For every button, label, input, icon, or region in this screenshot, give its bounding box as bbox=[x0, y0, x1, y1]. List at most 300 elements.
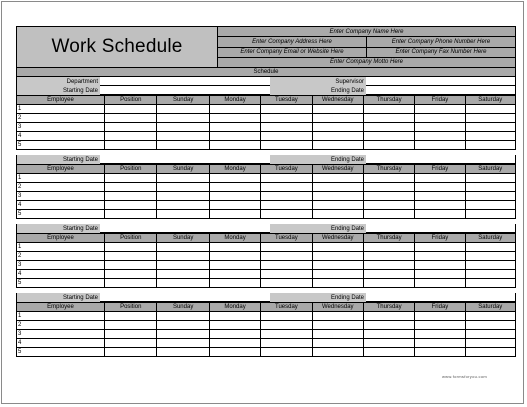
page-title: Work Schedule bbox=[17, 27, 218, 67]
row-number: 5 bbox=[18, 141, 22, 148]
schedule-cell[interactable] bbox=[157, 174, 209, 183]
row-number: 5 bbox=[18, 210, 22, 217]
schedule-cell[interactable] bbox=[261, 105, 312, 114]
week-blocks bbox=[16, 86, 516, 357]
schedule-cell[interactable] bbox=[465, 348, 515, 357]
schedule-cell[interactable] bbox=[105, 174, 157, 183]
week-block bbox=[16, 86, 516, 150]
schedule-cell[interactable] bbox=[261, 201, 312, 210]
employee-cell[interactable] bbox=[17, 312, 105, 321]
schedule-cell[interactable] bbox=[261, 132, 312, 141]
employee-cell[interactable] bbox=[17, 123, 105, 132]
table-row bbox=[17, 270, 516, 279]
schedule-cell[interactable] bbox=[465, 252, 515, 261]
column-header: Sunday bbox=[157, 234, 209, 243]
schedule-cell[interactable] bbox=[157, 270, 209, 279]
employee-cell[interactable] bbox=[17, 105, 105, 114]
schedule-cell[interactable] bbox=[157, 330, 209, 339]
schedule-cell[interactable] bbox=[209, 141, 260, 150]
row-number: 4 bbox=[18, 270, 22, 277]
schedule-cell[interactable] bbox=[312, 252, 363, 261]
company-email-row bbox=[218, 48, 515, 58]
schedule-cell[interactable] bbox=[157, 105, 209, 114]
row-number: 3 bbox=[18, 330, 22, 337]
company-phone-field[interactable]: Enter Company Phone Number Here bbox=[366, 37, 515, 46]
column-header: Saturday bbox=[465, 96, 515, 105]
table-row bbox=[17, 312, 516, 321]
schedule-cell[interactable] bbox=[465, 270, 515, 279]
schedule-cell[interactable] bbox=[363, 330, 414, 339]
starting-date-label: Starting Date bbox=[16, 155, 100, 164]
ending-date-field[interactable] bbox=[366, 224, 516, 233]
schedule-cell[interactable] bbox=[209, 321, 260, 330]
row-number: 3 bbox=[18, 261, 22, 268]
schedule-cell[interactable] bbox=[105, 210, 157, 219]
employee-cell[interactable] bbox=[17, 321, 105, 330]
schedule-cell[interactable] bbox=[105, 243, 157, 252]
schedule-cell[interactable] bbox=[261, 141, 312, 150]
schedule-cell[interactable] bbox=[312, 192, 363, 201]
row-number: 5 bbox=[18, 348, 22, 355]
starting-date-label: Starting Date bbox=[16, 86, 100, 95]
row-number: 4 bbox=[18, 132, 22, 139]
schedule-cell[interactable] bbox=[261, 330, 312, 339]
schedule-cell[interactable] bbox=[465, 105, 515, 114]
schedule-cell[interactable] bbox=[105, 252, 157, 261]
schedule-cell[interactable] bbox=[363, 192, 414, 201]
column-header: Monday bbox=[209, 234, 260, 243]
schedule-cell[interactable] bbox=[105, 201, 157, 210]
schedule-cell[interactable] bbox=[415, 243, 465, 252]
schedule-cell[interactable] bbox=[465, 261, 515, 270]
schedule-cell[interactable] bbox=[363, 339, 414, 348]
row-number: 2 bbox=[18, 321, 22, 328]
column-header: Thursday bbox=[363, 234, 414, 243]
schedule-cell[interactable] bbox=[363, 243, 414, 252]
schedule-cell[interactable] bbox=[465, 192, 515, 201]
schedule-cell[interactable] bbox=[312, 330, 363, 339]
schedule-cell[interactable] bbox=[157, 279, 209, 288]
schedule-cell[interactable] bbox=[363, 105, 414, 114]
column-header: Position bbox=[105, 303, 157, 312]
employee-cell[interactable] bbox=[17, 270, 105, 279]
schedule-cell[interactable] bbox=[209, 261, 260, 270]
schedule-cell[interactable] bbox=[157, 348, 209, 357]
schedule-cell[interactable] bbox=[312, 279, 363, 288]
schedule-cell[interactable] bbox=[157, 141, 209, 150]
schedule-cell[interactable] bbox=[261, 192, 312, 201]
schedule-cell[interactable] bbox=[105, 279, 157, 288]
table-row bbox=[17, 321, 516, 330]
schedule-cell[interactable] bbox=[363, 141, 414, 150]
schedule-cell[interactable] bbox=[157, 261, 209, 270]
employee-cell[interactable] bbox=[17, 279, 105, 288]
schedule-cell[interactable] bbox=[465, 201, 515, 210]
ending-date-label: Ending Date bbox=[270, 86, 366, 95]
employee-cell[interactable] bbox=[17, 192, 105, 201]
schedule-cell[interactable] bbox=[415, 114, 465, 123]
schedule-cell[interactable] bbox=[312, 183, 363, 192]
schedule-cell[interactable] bbox=[363, 279, 414, 288]
table-row bbox=[17, 339, 516, 348]
schedule-cell[interactable] bbox=[363, 183, 414, 192]
schedule-cell[interactable] bbox=[209, 174, 260, 183]
schedule-cell[interactable] bbox=[312, 243, 363, 252]
schedule-cell[interactable] bbox=[209, 132, 260, 141]
schedule-cell[interactable] bbox=[363, 210, 414, 219]
department-row bbox=[16, 77, 516, 86]
schedule-cell[interactable] bbox=[363, 312, 414, 321]
column-header: Friday bbox=[415, 234, 465, 243]
schedule-cell[interactable] bbox=[415, 279, 465, 288]
schedule-bar: Schedule bbox=[16, 68, 516, 77]
schedule-cell[interactable] bbox=[105, 105, 157, 114]
column-header: Saturday bbox=[465, 234, 515, 243]
employee-cell[interactable] bbox=[17, 330, 105, 339]
employee-cell[interactable] bbox=[17, 339, 105, 348]
schedule-cell[interactable] bbox=[261, 114, 312, 123]
schedule-cell[interactable] bbox=[363, 348, 414, 357]
schedule-cell[interactable] bbox=[415, 201, 465, 210]
schedule-cell[interactable] bbox=[157, 243, 209, 252]
schedule-cell[interactable] bbox=[105, 270, 157, 279]
schedule-cell[interactable] bbox=[209, 192, 260, 201]
starting-date-field[interactable] bbox=[100, 224, 270, 233]
ending-date-field[interactable] bbox=[366, 155, 516, 164]
row-number: 2 bbox=[18, 114, 22, 121]
column-header: Employee bbox=[17, 234, 105, 243]
row-number: 1 bbox=[18, 312, 22, 319]
schedule-cell[interactable] bbox=[261, 312, 312, 321]
schedule-cell[interactable] bbox=[209, 201, 260, 210]
schedule-cell[interactable] bbox=[105, 339, 157, 348]
row-number: 1 bbox=[18, 105, 22, 112]
ending-date-label: Ending Date bbox=[270, 224, 366, 233]
row-number: 3 bbox=[18, 123, 22, 130]
starting-date-label: Starting Date bbox=[16, 293, 100, 302]
table-row bbox=[17, 330, 516, 339]
column-header: Wednesday bbox=[312, 165, 363, 174]
schedule-cell[interactable] bbox=[312, 312, 363, 321]
employee-cell[interactable] bbox=[17, 210, 105, 219]
schedule-cell[interactable] bbox=[105, 141, 157, 150]
ending-date-field[interactable] bbox=[366, 86, 516, 95]
date-row bbox=[16, 86, 516, 95]
schedule-cell[interactable] bbox=[312, 114, 363, 123]
schedule-cell[interactable] bbox=[209, 105, 260, 114]
schedule-cell[interactable] bbox=[465, 183, 515, 192]
schedule-cell[interactable] bbox=[209, 114, 260, 123]
schedule-cell[interactable] bbox=[465, 141, 515, 150]
table-header-row bbox=[17, 165, 516, 174]
schedule-cell[interactable] bbox=[465, 312, 515, 321]
table-row bbox=[17, 348, 516, 357]
table-row bbox=[17, 105, 516, 114]
column-header: Wednesday bbox=[312, 96, 363, 105]
schedule-cell[interactable] bbox=[157, 252, 209, 261]
table-row bbox=[17, 210, 516, 219]
schedule-cell[interactable] bbox=[415, 174, 465, 183]
schedule-cell[interactable] bbox=[415, 192, 465, 201]
ending-date-field[interactable] bbox=[366, 293, 516, 302]
employee-cell[interactable] bbox=[17, 183, 105, 192]
week-block bbox=[16, 155, 516, 219]
date-row bbox=[16, 155, 516, 164]
column-header: Sunday bbox=[157, 303, 209, 312]
employee-cell[interactable] bbox=[17, 348, 105, 357]
employee-cell[interactable] bbox=[17, 132, 105, 141]
column-header: Employee bbox=[17, 303, 105, 312]
employee-cell[interactable] bbox=[17, 141, 105, 150]
schedule-cell[interactable] bbox=[209, 330, 260, 339]
schedule-cell[interactable] bbox=[312, 141, 363, 150]
column-header: Employee bbox=[17, 165, 105, 174]
column-header: Friday bbox=[415, 303, 465, 312]
schedule-cell[interactable] bbox=[312, 348, 363, 357]
schedule-cell[interactable] bbox=[415, 321, 465, 330]
employee-cell[interactable] bbox=[17, 114, 105, 123]
schedule-cell[interactable] bbox=[105, 123, 157, 132]
schedule-cell[interactable] bbox=[157, 321, 209, 330]
schedule-cell[interactable] bbox=[415, 348, 465, 357]
schedule-cell[interactable] bbox=[105, 330, 157, 339]
company-email-field[interactable]: Enter Company Email or Website Here bbox=[240, 49, 344, 56]
column-header: Thursday bbox=[363, 96, 414, 105]
column-header: Monday bbox=[209, 165, 260, 174]
schedule-cell[interactable] bbox=[465, 339, 515, 348]
column-header: Thursday bbox=[363, 303, 414, 312]
schedule-cell[interactable] bbox=[415, 123, 465, 132]
schedule-cell[interactable] bbox=[261, 183, 312, 192]
schedule-cell[interactable] bbox=[415, 330, 465, 339]
company-address-field[interactable]: Enter Company Address Here bbox=[252, 38, 332, 45]
schedule-cell[interactable] bbox=[415, 141, 465, 150]
column-header: Sunday bbox=[157, 165, 209, 174]
row-number: 1 bbox=[18, 174, 22, 181]
schedule-cell[interactable] bbox=[312, 132, 363, 141]
department-field[interactable] bbox=[100, 77, 270, 86]
schedule-cell[interactable] bbox=[415, 105, 465, 114]
schedule-cell[interactable] bbox=[363, 123, 414, 132]
schedule-cell[interactable] bbox=[415, 261, 465, 270]
column-header: Position bbox=[105, 234, 157, 243]
schedule-cell[interactable] bbox=[415, 312, 465, 321]
column-header: Tuesday bbox=[261, 303, 312, 312]
column-header: Position bbox=[105, 96, 157, 105]
company-name-field[interactable]: Enter Company Name Here bbox=[329, 28, 404, 35]
schedule-cell[interactable] bbox=[261, 348, 312, 357]
column-header: Saturday bbox=[465, 165, 515, 174]
schedule-cell[interactable] bbox=[157, 123, 209, 132]
table-row bbox=[17, 123, 516, 132]
column-header: Wednesday bbox=[312, 303, 363, 312]
starting-date-field[interactable] bbox=[100, 293, 270, 302]
schedule-cell[interactable] bbox=[157, 132, 209, 141]
schedule-cell[interactable] bbox=[209, 270, 260, 279]
schedule-cell[interactable] bbox=[465, 279, 515, 288]
schedule-cell[interactable] bbox=[312, 174, 363, 183]
schedule-cell[interactable] bbox=[415, 210, 465, 219]
starting-date-field[interactable] bbox=[100, 155, 270, 164]
column-header: Saturday bbox=[465, 303, 515, 312]
schedule-cell[interactable] bbox=[157, 210, 209, 219]
footer-url: www.formsforyou.com bbox=[441, 374, 487, 379]
table-row bbox=[17, 141, 516, 150]
schedule-cell[interactable] bbox=[157, 201, 209, 210]
employee-cell[interactable] bbox=[17, 261, 105, 270]
company-info bbox=[218, 27, 515, 67]
column-header: Tuesday bbox=[261, 165, 312, 174]
schedule-cell[interactable] bbox=[465, 123, 515, 132]
week-block bbox=[16, 224, 516, 288]
row-number: 5 bbox=[18, 279, 22, 286]
table-header-row bbox=[17, 96, 516, 105]
schedule-cell[interactable] bbox=[261, 261, 312, 270]
row-number: 1 bbox=[18, 243, 22, 250]
date-row bbox=[16, 293, 516, 302]
table-header-row bbox=[17, 303, 516, 312]
schedule-cell[interactable] bbox=[261, 123, 312, 132]
supervisor-field[interactable] bbox=[366, 77, 516, 86]
schedule-cell[interactable] bbox=[261, 174, 312, 183]
schedule-cell[interactable] bbox=[312, 123, 363, 132]
ending-date-label: Ending Date bbox=[270, 293, 366, 302]
schedule-cell[interactable] bbox=[415, 270, 465, 279]
schedule-cell[interactable] bbox=[363, 252, 414, 261]
schedule-cell[interactable] bbox=[105, 192, 157, 201]
schedule-table bbox=[16, 302, 516, 357]
schedule-cell[interactable] bbox=[261, 210, 312, 219]
row-number: 4 bbox=[18, 339, 22, 346]
company-address-row bbox=[218, 37, 515, 47]
schedule-cell[interactable] bbox=[465, 114, 515, 123]
schedule-cell[interactable] bbox=[157, 192, 209, 201]
schedule-cell[interactable] bbox=[261, 270, 312, 279]
schedule-cell[interactable] bbox=[415, 339, 465, 348]
column-header: Tuesday bbox=[261, 96, 312, 105]
schedule-cell[interactable] bbox=[415, 183, 465, 192]
employee-cell[interactable] bbox=[17, 243, 105, 252]
starting-date-field[interactable] bbox=[100, 86, 270, 95]
schedule-cell[interactable] bbox=[209, 252, 260, 261]
schedule-cell[interactable] bbox=[465, 210, 515, 219]
ending-date-label: Ending Date bbox=[270, 155, 366, 164]
schedule-cell[interactable] bbox=[157, 183, 209, 192]
schedule-cell[interactable] bbox=[105, 183, 157, 192]
table-row bbox=[17, 183, 516, 192]
schedule-cell[interactable] bbox=[363, 132, 414, 141]
row-number: 2 bbox=[18, 183, 22, 190]
schedule-cell[interactable] bbox=[465, 330, 515, 339]
employee-cell[interactable] bbox=[17, 201, 105, 210]
schedule-cell[interactable] bbox=[415, 252, 465, 261]
schedule-table bbox=[16, 233, 516, 288]
schedule-cell[interactable] bbox=[312, 339, 363, 348]
column-header: Wednesday bbox=[312, 234, 363, 243]
schedule-cell[interactable] bbox=[261, 321, 312, 330]
table-row bbox=[17, 243, 516, 252]
schedule-cell[interactable] bbox=[465, 132, 515, 141]
schedule-cell[interactable] bbox=[209, 348, 260, 357]
schedule-cell[interactable] bbox=[209, 243, 260, 252]
column-header: Monday bbox=[209, 96, 260, 105]
schedule-cell[interactable] bbox=[209, 123, 260, 132]
form-body bbox=[16, 26, 516, 357]
week-block bbox=[16, 293, 516, 357]
schedule-cell[interactable] bbox=[363, 174, 414, 183]
schedule-cell[interactable] bbox=[105, 114, 157, 123]
schedule-cell[interactable] bbox=[465, 321, 515, 330]
schedule-cell[interactable] bbox=[261, 279, 312, 288]
schedule-cell[interactable] bbox=[363, 261, 414, 270]
table-row bbox=[17, 201, 516, 210]
schedule-cell[interactable] bbox=[105, 321, 157, 330]
date-row bbox=[16, 224, 516, 233]
schedule-cell[interactable] bbox=[261, 252, 312, 261]
schedule-cell[interactable] bbox=[363, 321, 414, 330]
table-row bbox=[17, 279, 516, 288]
company-fax-field[interactable]: Enter Company Fax Number Here bbox=[366, 48, 515, 57]
company-motto-field[interactable]: Enter Company Motto Here bbox=[329, 59, 404, 66]
schedule-cell[interactable] bbox=[157, 339, 209, 348]
column-header: Tuesday bbox=[261, 234, 312, 243]
column-header: Employee bbox=[17, 96, 105, 105]
department-label: Department bbox=[16, 77, 100, 86]
schedule-table bbox=[16, 164, 516, 219]
table-row bbox=[17, 252, 516, 261]
schedule-cell[interactable] bbox=[105, 261, 157, 270]
table-row bbox=[17, 261, 516, 270]
schedule-cell[interactable] bbox=[261, 339, 312, 348]
schedule-cell[interactable] bbox=[312, 321, 363, 330]
column-header: Thursday bbox=[363, 165, 414, 174]
schedule-cell[interactable] bbox=[209, 210, 260, 219]
table-row bbox=[17, 132, 516, 141]
schedule-cell[interactable] bbox=[312, 261, 363, 270]
schedule-cell[interactable] bbox=[209, 312, 260, 321]
schedule-cell[interactable] bbox=[465, 243, 515, 252]
column-header: Sunday bbox=[157, 96, 209, 105]
schedule-table bbox=[16, 95, 516, 150]
schedule-cell[interactable] bbox=[105, 132, 157, 141]
schedule-cell[interactable] bbox=[157, 114, 209, 123]
schedule-cell[interactable] bbox=[465, 174, 515, 183]
row-number: 3 bbox=[18, 192, 22, 199]
employee-cell[interactable] bbox=[17, 252, 105, 261]
schedule-cell[interactable] bbox=[363, 114, 414, 123]
header bbox=[16, 26, 516, 68]
schedule-cell[interactable] bbox=[157, 312, 209, 321]
schedule-cell[interactable] bbox=[209, 183, 260, 192]
column-header: Friday bbox=[415, 96, 465, 105]
schedule-cell[interactable] bbox=[209, 279, 260, 288]
schedule-cell[interactable] bbox=[363, 270, 414, 279]
schedule-cell[interactable] bbox=[415, 132, 465, 141]
employee-cell[interactable] bbox=[17, 174, 105, 183]
schedule-cell[interactable] bbox=[105, 348, 157, 357]
schedule-cell[interactable] bbox=[312, 210, 363, 219]
schedule-cell[interactable] bbox=[312, 201, 363, 210]
schedule-cell[interactable] bbox=[105, 312, 157, 321]
table-header-row bbox=[17, 234, 516, 243]
schedule-cell[interactable] bbox=[261, 243, 312, 252]
schedule-cell[interactable] bbox=[312, 105, 363, 114]
schedule-cell[interactable] bbox=[209, 339, 260, 348]
schedule-cell[interactable] bbox=[312, 270, 363, 279]
table-row bbox=[17, 174, 516, 183]
schedule-cell[interactable] bbox=[363, 201, 414, 210]
company-motto-row bbox=[218, 58, 515, 67]
